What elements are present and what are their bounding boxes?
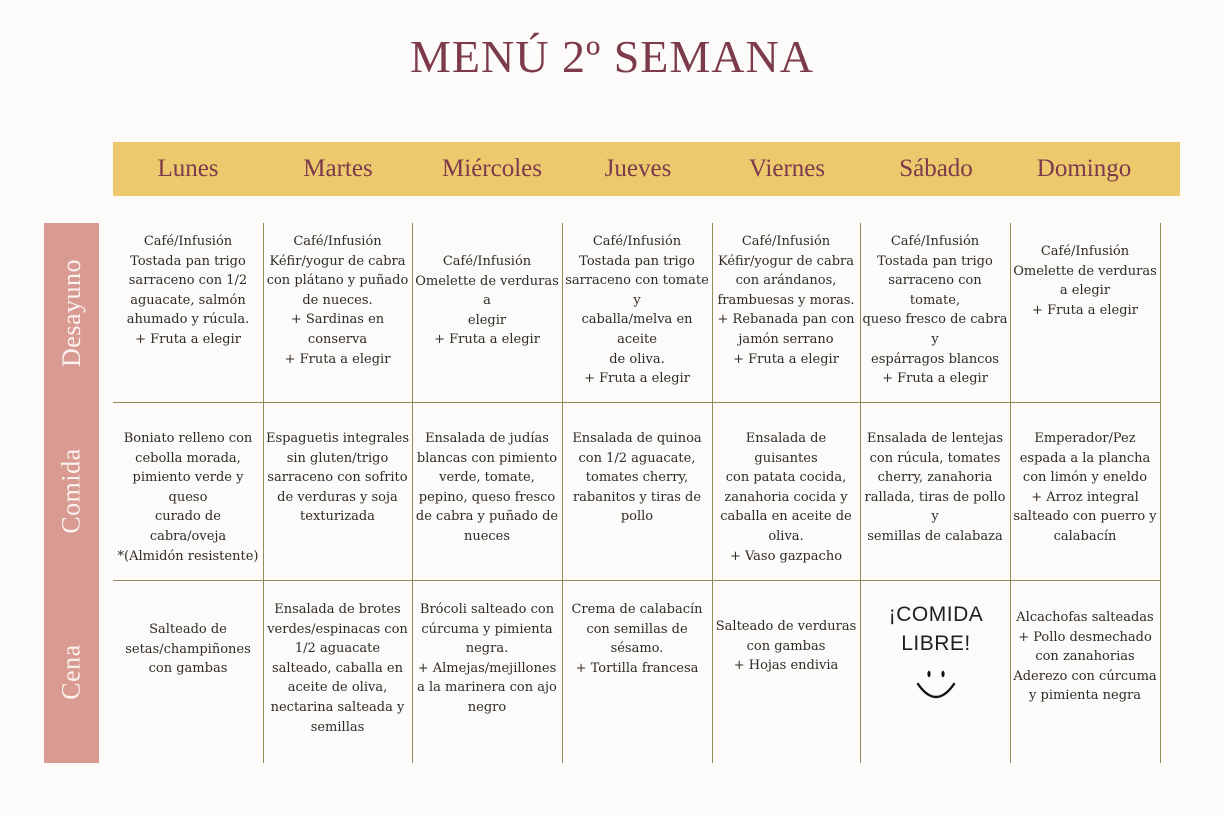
cell-cena-jueves: Crema de calabacín con semillas de sésamo. + Tortilla francesa [571,602,703,676]
day-header-martes: Martes [303,155,373,182]
meal-label-desayuno: Desayuno [56,258,86,367]
cell-desayuno-martes: Café/Infusión Kéfir/yogur de cabra con plátano y puñado de nueces. + Sardinas en conserva + Fruta a elegir [266,234,409,367]
day-header-lunes: Lunes [157,155,219,182]
cell-desayuno-sabado: Café/Infusión Tostada pan trigo sarraceno con tomate, queso fresco de cabra y espárragos blancos + Fruta a elegir [862,234,1008,387]
cell-desayuno-jueves: Café/Infusión Tostada pan trigo sarraceno con tomate y caballa/melva en aceite de oliva. + Fruta a elegir [565,234,709,387]
grid-line [113,402,1161,403]
cell-comida-martes: Espaguetis integrales sin gluten/trigo sarraceno con sofrito de verduras y soja texturizada [265,431,410,525]
cell-comida-miercoles: Ensalada de judías blancas con pimiento verde, tomate, pepino, queso fresco de cabra y puñado de nueces [415,431,559,544]
cell-cena-lunes: Salteado de setas/champiñones con gambas [125,622,251,677]
cell-cena-viernes: Salteado de verduras con gambas + Hojas endivia [715,619,857,674]
grid-line [113,580,1161,581]
cell-comida-lunes: Boniato relleno con cebolla morada, pimiento verde y queso curado de cabra/oveja *(Almidón resistente) [117,431,259,564]
cell-desayuno-lunes: Café/Infusión Tostada pan trigo sarraceno con 1/2 aguacate, salmón ahumado y rúcula. + Fruta a elegir [126,234,250,347]
grid-line [1160,223,1161,763]
cell-cena-miercoles: Brócoli salteado con cúrcuma y pimienta negra. + Almejas/mejillones a la marinera con ajo negro [417,602,557,715]
cell-comida-viernes: Ensalada de guisantes con patata cocida, zanahoria cocida y caballa en aceite de oliva. + Vaso gazpacho [720,431,852,564]
cell-desayuno-domingo: Café/Infusión Omelette de verduras a elegir + Fruta a elegir [1013,244,1157,318]
meal-label-cena: Cena [56,643,86,700]
day-header-jueves: Jueves [604,155,672,182]
page-title: MENÚ 2º SEMANA [410,31,814,82]
meal-label-bar [44,223,99,763]
day-header-domingo: Domingo [1036,155,1132,182]
cell-cena-domingo: Alcachofas salteadas + Pollo desmechado con zanahorias Aderezo con cúrcuma y pimienta negra [1013,610,1157,704]
cell-comida-sabado: Ensalada de lentejas con rúcula, tomates cherry, zanahoria rallada, tiras de pollo y semillas de calabaza [864,431,1006,544]
smiley-face-icon [914,668,958,702]
cell-comida-domingo: Emperador/Pez espada a la plancha con limón y eneldo + Arroz integral salteado con puerro y calabacín [1013,431,1157,544]
meal-label-comida: Comida [56,448,86,534]
day-header-miercoles: Miércoles [442,155,542,182]
free-meal-text: ¡COMIDA LIBRE! [888,603,984,655]
cell-cena-martes: Ensalada de brotes verdes/espinacas con 1/2 aguacate salteado, caballa en aceite de oliva, nectarina salteada y semillas [267,602,408,735]
cell-desayuno-miercoles: Café/Infusión Omelette de verduras a elegir + Fruta a elegir [415,254,559,348]
cell-desayuno-viernes: Café/Infusión Kéfir/yogur de cabra con arándanos, frambuesas y moras. + Rebanada pan con jamón serrano + Fruta a elegir [717,234,855,367]
cell-comida-jueves: Ensalada de quinoa con 1/2 aguacate, tomates cherry, rabanitos y tiras de pollo [572,431,702,525]
day-header-sabado: Sábado [899,155,973,182]
day-header-bar [113,142,1180,196]
day-header-viernes: Viernes [748,155,826,182]
cell-cena-sabado [862,600,1010,702]
